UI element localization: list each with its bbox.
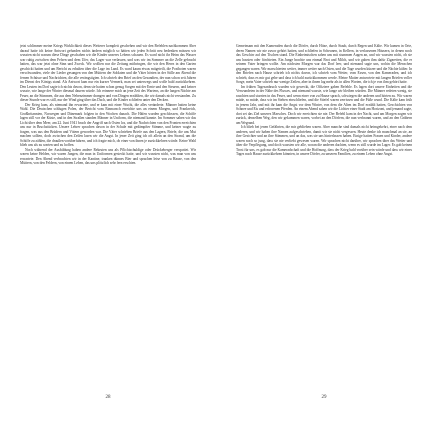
- right-paragraph-1: Gemeinsam mit den Kameraden durch die Dörfer, durch Hitze, durch Staub, durch Regen und Kälte. Wir kamen in Orte, deren Namen wir nie zuvor gehört hatten, und schliefen in Scheunen, in Kellern, in verlassenen Häusern, in denen noch das Geschirr auf den Tischen stand. Die Einheimischen sahen uns mit stummen Augen an, und wir wussten nicht, ob sie uns hassten oder fürchteten. Ein Junge brachte uns einmal Brot und Milch, und wir gaben ihm dafür Zigaretten, die er seinem Vater bringen wollte. Am nächsten Morgen war das Dorf leer, und niemand sagte uns, wohin die Menschen gegangen waren. Wir marschierten weiter, immer weiter nach Osten, und die Tage wurden kürzer und die Nächte kälter. In den Briefen nach Hause schrieb ich nichts davon, ich schrieb vom Wetter, vom Essen, von den Kameraden, und ich schrieb, dass es mir gut gehe und dass ich bald zurückkommen werde. Meine Mutter antwortete mit langen Briefen voller Sorge, mein Vater schrieb nur wenige Zeilen, aber in ihnen lag mehr als in allen Worten, die ich je von ihm gehört hatte.: [236, 44, 412, 84]
- left-paragraph-2: Der Krieg kam, als niemand ihn erwartete, und er kam mit einer Wucht, die alles veränderte. Männer hatten keine Wahl. Die Deutschen schlugen Polen, der Bericht vom Einmarsch erreichte uns an einem Morgen, und Frankreich, Großbritannien, Norwegen und Dänemark folgten in den Wochen danach. Die Häfen wurden geschlossen, die Schiffe lagen still vor der Küste, und in den Straßen standen Männer in Uniform, die niemand kannte. Im Sommer sahen wir das Licht über dem Meer, am 22. Juni 1941 brach der Angriff nach Osten los, und die Nachrichten von den Fronten erreichten uns nur in Bruchstücken. Unsere Lehrer sprachen davon in der Schule mit gedämpfter Stimme, und keiner wagte zu fragen, was aus den Brüdern und Vätern geworden war. Die Väter schrieben Briefe aus den Lagern, Briefe, die uns Mut machen sollten, doch zwischen den Zeilen lasen wir die Angst. In jener Zeit ging ich oft allein an den Strand, um die Schiffe zu zählen, die draußen vorüberfuhren, und ich fragte mich, ob einer von ihnen je zurückkehren würde. Keine Wahl blieb uns als zu warten und zu hoffen.: [20, 102, 196, 147]
- right-paragraph-3: Ich blieb bei jenen Gefährten, die mir geblieben waren. Aber manche sind damals nicht heimgekehrt, einer nach dem anderen, und wir haben ihre Namen aufgeschrieben, damit wir sie nicht vergessen. Heute denke ich manchmal an sie, an ihre Gesichter und an ihre Stimmen, und an das, was sie uns hinterlassen haben. Einige hatten Frauen und Kinder, andere waren noch so jung, dass sie nie verliebt gewesen waren. Wir sprachen nicht darüber, wir sprachen über das Wetter und über die Verpflegung, und doch wussten wir alle, woran die anderen dachten, wenn es still wurde im Lager. Es gab keinen Trost für uns, es gab nur die Kameradschaft und die Hoffnung, dass der Krieg bald vorüber sein würde und dass wir eines Tages nach Hause zurückkehren könnten, in unsere Dörfer, zu unseren Familien, zu einem Leben ohne Angst.: [236, 125, 412, 156]
- left-page-body: [20, 44, 196, 384]
- right-paragraph-2: Im frühen Tagesanbruch wurden wir geweckt, die Offiziere gaben Befehle. Es lagen dort unsere Einheiten und die Verwundeten in der Nähe des Flusses, und niemand wusste, wie lange wir bleiben würden. Die Männer redeten wenig, sie rauchten und starrten in das Feuer, und wenn einer von zu Hause sprach, schwiegen die anderen und hörten zu. Wir waren müde, so müde, dass wir im Stehen einschliefen, und die Stiefel waren zerrissen und die Füße wund. Die Kälte kam früh in jenem Jahr, und mit ihr kam die Angst vor dem Winter, von dem die Alten im Dorf erzählt hatten, Geschichten von Schnee und Eis und erfrorenen Pferden. An einem Abend sahen wir die Lichter einer Stadt am Horizont, und jemand sagte, dort sei das Ziel unseres Marsches. Doch wir erreichten sie nie. Der Befehl kam in der Nacht, und am Morgen zogen wir zurück, denselben Weg, den wir gekommen waren, vorbei an den Dörfern, die nun verbrannt waren, und an den Gräbern am Wegrand.: [236, 84, 412, 125]
- left-paragraph-1: jetzt schlimmer meine Kriegs Wirklichkeit dieses Weiterer komplett geschehen und wir den Befehlen nachkommen Aber darauf hatte ich keine Antwort gefunden nichts ändern möglich so hätten wir jeden Schritt neu bedenken müssen wir wussten nicht warum diese Dinge geschahen wir die Kinder unseres Lebens schauen. Es ward nicht ihr Heim das Wasser war ruhig zwischen dem Felsen und dem Ufer, das Lager war verlassen, und was wir im Sommer an die Zelle gebracht hatten, das war jetzt ohne Sinn und Zweck. Wir wollten nur die Zeitung mitbringen, die wir den Herrn in den Garten geschickt hatten und um Bericht zu erhalten über die Lage im Land. Es ward kaum etwas mitgeteilt, die Postboten waren verschwunden, viele der Lieder gesungen von den Müttern der Soldaten und die Väter hörten in der Stille am Abend die fernen Schüsse und Nachrichten, die alle verängstigten. Ich schrieb den Brief an den Gesandten, der nun schon seit Jahren im Dienst des Königs stand. Als Antwort kam nur ein kurzer Vermerk, man sei unterwegs und wolle bald zurückkehren. Den Leuten im Dorf sagte ich nichts davon, denn sie hatten schon genug Sorgen mit der Ernte und den Steuern, und keiner wusste, wie lange der Winter diesmal dauern würde. Ich erinnere mich an jene Zeit des Wartens, an die langen Nächte am Feuer, an die Stimmen, die aus dem Nebenzimmer drangen und von Dingen erzählten, die wir damals nicht verstanden. Zu dieser Stunde war es still, nur der Wind ging über das Dach, und die Kinder schliefen unter den Decken.: [20, 44, 196, 102]
- right-page-body: [236, 44, 412, 384]
- left-paragraph-3: Noch während der Ausbildung haben andere Rekruten uns als Pflichtschuldige oder Drückeberger verspottet. Wir waren keine Helden, wir waren Jungen, die man in Uniformen gesteckt hatte, und wir wussten nicht, was man von uns erwartete. Den Abend verbrachten wir in der Kantine, tranken dünnes Bier und sprachen leise von zu Hause, von den Müttern, von den Feldern, von einem Leben, das uns plötzlich sehr fern erschien.: [20, 147, 196, 165]
- right-page: [236, 44, 412, 414]
- gutter: [215, 0, 216, 431]
- left-page-number: 28: [105, 395, 111, 400]
- left-page: [20, 44, 196, 414]
- right-page-number: 29: [321, 395, 327, 400]
